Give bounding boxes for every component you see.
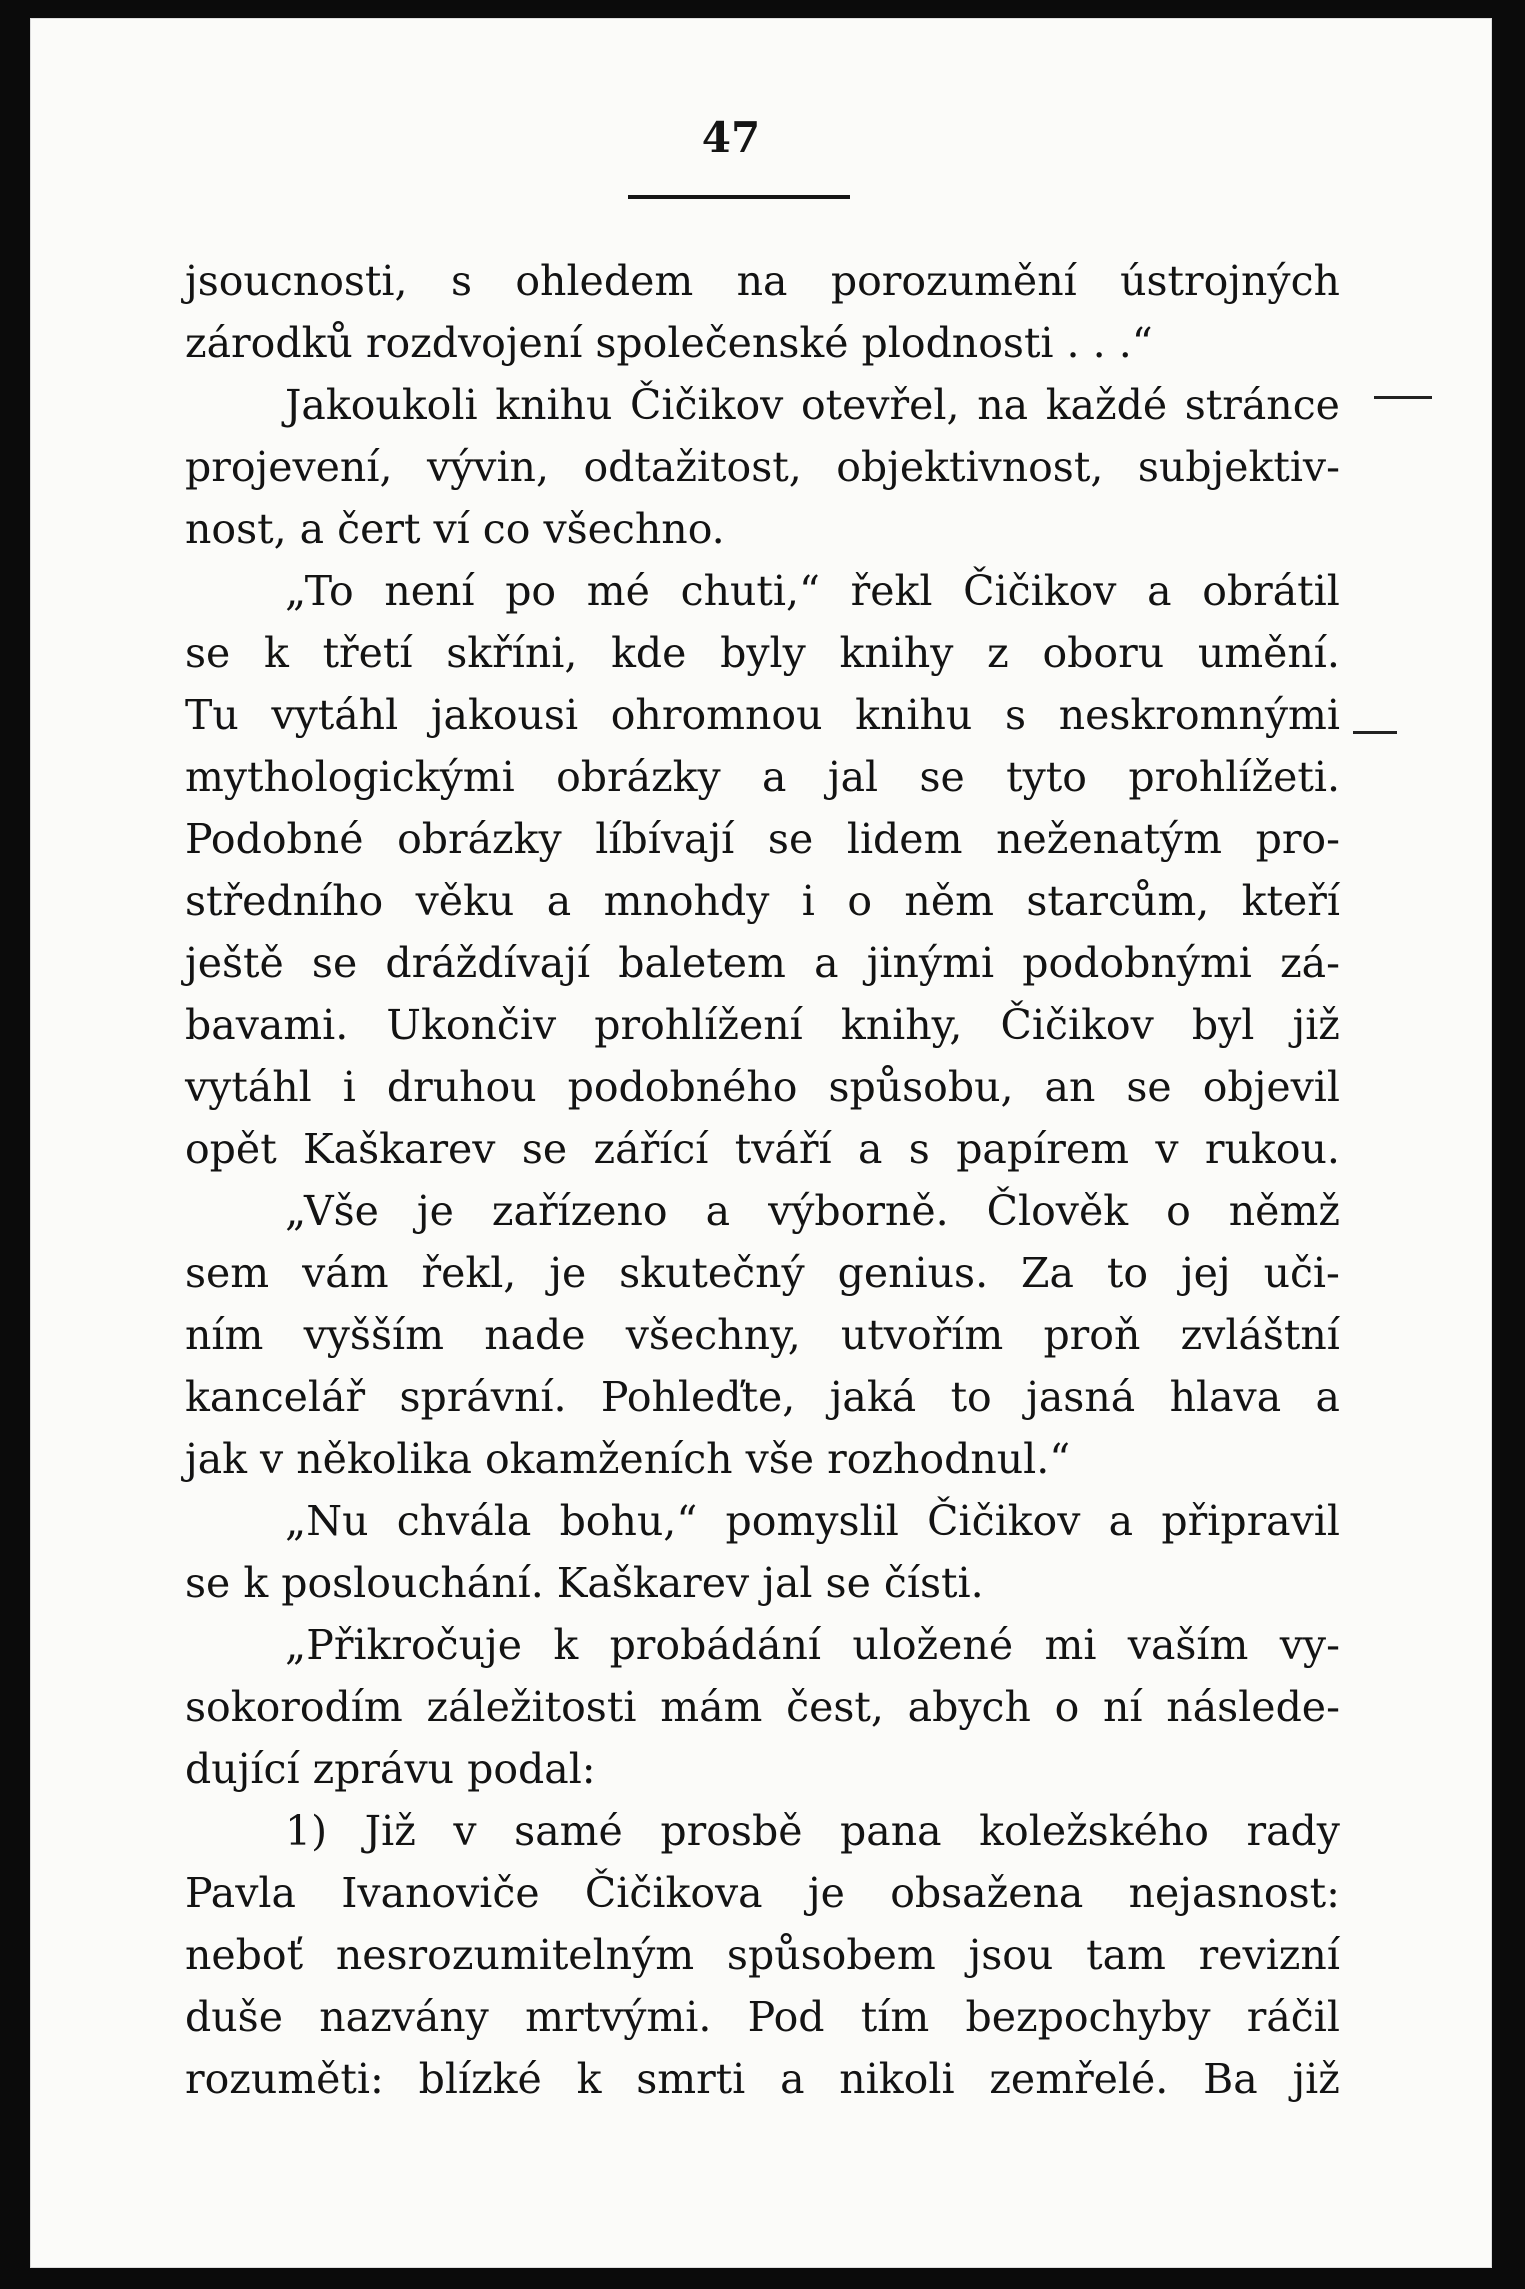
body-text — [185, 250, 1340, 2110]
text-line: kancelář správní. Pohleďte, jaká to jasná hlava a — [185, 1373, 1340, 1421]
text-line: Tu vytáhl jakousi ohromnou knihu s neskromnými — [185, 691, 1340, 739]
book-page — [30, 18, 1492, 2268]
text-line: nost, a čert ví co všechno. — [185, 505, 725, 553]
header-rule — [628, 195, 850, 199]
text-line: Podobné obrázky líbívají se lidem neženatým pro- — [185, 815, 1340, 863]
text-line: středního věku a mnohdy i o něm starcům, kteří — [185, 877, 1340, 925]
text-line: Pavla Ivanoviče Čičikova je obsažena nejasnost: — [185, 1869, 1340, 1917]
margin-pencil-mark — [1353, 731, 1397, 734]
text-line: Jakoukoli knihu Čičikov otevřel, na každé stránce — [285, 381, 1340, 429]
text-line: projevení, vývin, odtažitost, objektivnost, subjektiv- — [185, 443, 1340, 491]
text-line: zárodků rozdvojení společenské plodnosti . . .“ — [185, 319, 1153, 367]
text-line: mythologickými obrázky a jal se tyto prohlížeti. — [185, 753, 1340, 801]
text-line: se k třetí skříni, kde byly knihy z oboru umění. — [185, 629, 1340, 677]
text-line: „Vše je zařízeno a výborně. Člověk o němž — [285, 1187, 1340, 1235]
text-line: se k poslouchání. Kaškarev jal se čísti. — [185, 1559, 984, 1607]
margin-pencil-mark — [1374, 396, 1432, 399]
text-line: dující zprávu podal: — [185, 1745, 596, 1793]
text-line: sem vám řekl, je skutečný genius. Za to jej uči- — [185, 1249, 1340, 1297]
text-line: rozuměti: blízké k smrti a nikoli zemřelé. Ba již — [185, 2055, 1340, 2103]
text-line: „Přikročuje k probádání uložené mi vaším vy- — [285, 1621, 1340, 1669]
text-line: „To není po mé chuti,“ řekl Čičikov a obrátil — [285, 567, 1340, 615]
text-line: ještě se dráždívají baletem a jinými podobnými zá- — [185, 939, 1340, 987]
text-line: vytáhl i druhou podobného spůsobu, an se objevil — [185, 1063, 1340, 1111]
text-line: ním vyšším nade všechny, utvořím proň zvláštní — [185, 1311, 1340, 1359]
text-line: jsoucnosti, s ohledem na porozumění ústrojných — [185, 257, 1340, 305]
text-line: sokorodím záležitosti mám čest, abych o ní následe- — [185, 1683, 1340, 1731]
text-line: opět Kaškarev se zářící tváří a s papírem v rukou. — [185, 1125, 1340, 1173]
page-number: 47 — [701, 113, 761, 162]
text-line: neboť nesrozumitelným spůsobem jsou tam revizní — [185, 1931, 1340, 1979]
text-line: bavami. Ukončiv prohlížení knihy, Čičikov byl již — [185, 1001, 1340, 1049]
text-line: 1) Již v samé prosbě pana koležského rady — [285, 1807, 1340, 1855]
text-line: jak v několika okamženích vše rozhodnul.“ — [185, 1435, 1071, 1483]
text-line: „Nu chvála bohu,“ pomyslil Čičikov a připravil — [285, 1497, 1340, 1545]
text-line: duše nazvány mrtvými. Pod tím bezpochyby ráčil — [185, 1993, 1340, 2041]
